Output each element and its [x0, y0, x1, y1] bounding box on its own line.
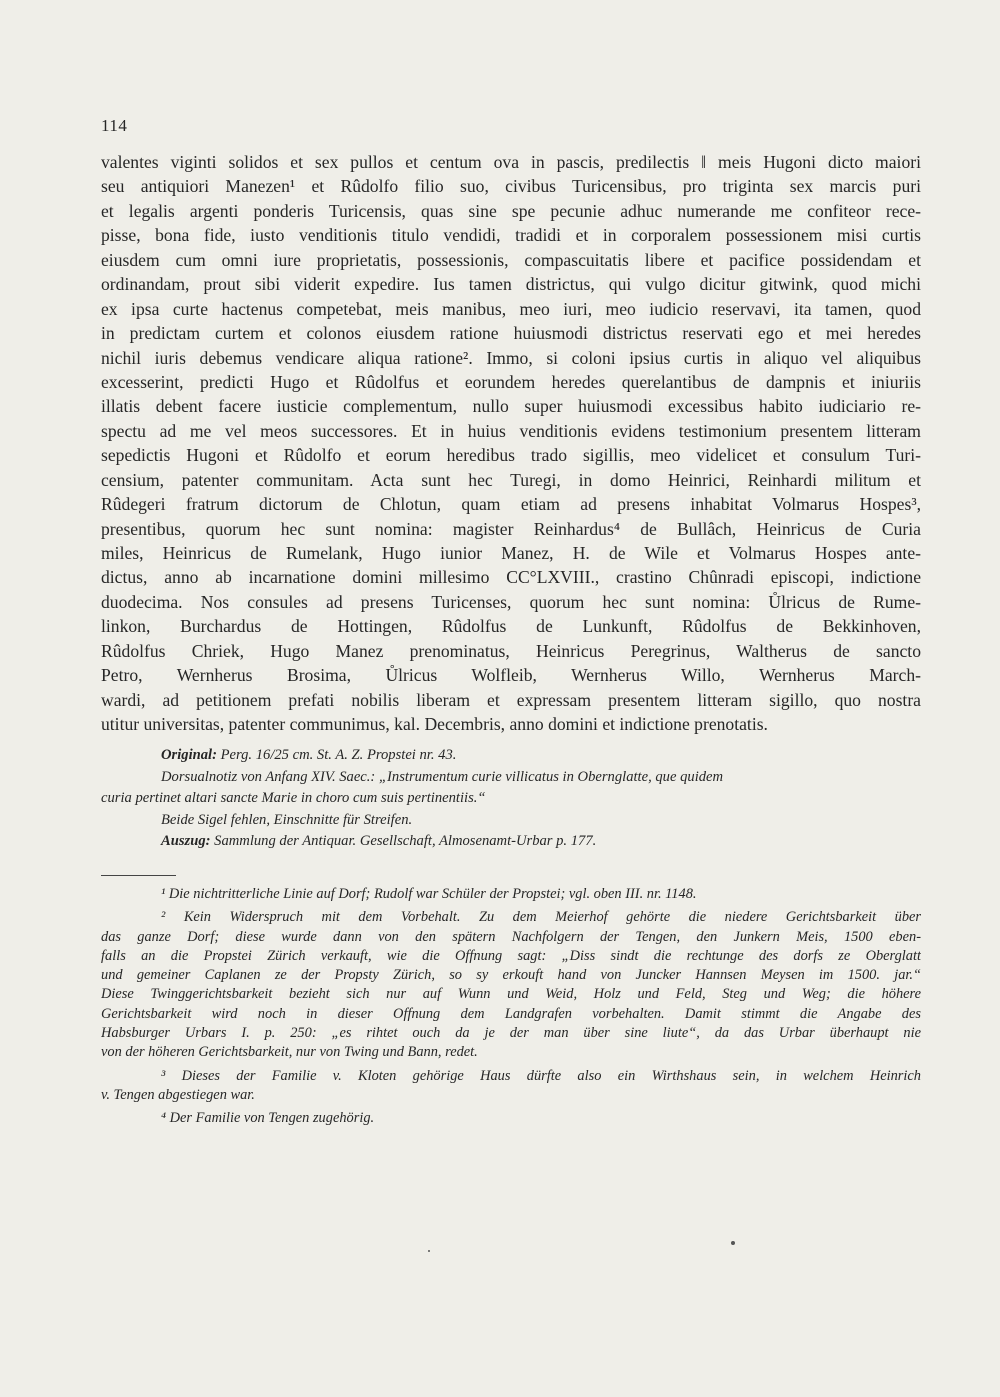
- text-line: et legalis argenti ponderis Turicensis, quas sine spe pecunie adhuc numerande me confiteor rece-: [101, 200, 921, 221]
- text-line: valentes viginti solidos et sex pullos et centum ova in pascis, predilectis ‖ meis Hugoni dicto maiori: [101, 152, 921, 172]
- extract-note: [101, 831, 921, 853]
- dorsual-note-line-1: Dorsualnotiz von Anfang XIV. Saec.: „Instrumentum curie villicatus in Obernglatte, que quidem: [161, 768, 724, 785]
- footnote-line: ¹ Die nichtritterliche Linie auf Dorf; Rudolf war Schüler der Propstei; vgl. oben III. nr. 1148.: [161, 886, 697, 902]
- text-line: ex ipsa curte hactenus competebat, meis manibus, meo iuri, meo iudicio reservavi, ita tamen, quod: [101, 298, 921, 319]
- text-line: seu antiquiori Manezen¹ et Rûdolfo filio suo, civibus Turicensibus, pro triginta sex marcis puri: [101, 176, 921, 197]
- text-line: linkon, Burchardus de Hottingen, Rûdolfus de Lunkunft, Rûdolfus de Bekkinhoven,: [101, 616, 921, 637]
- text-line: in predictam curtem et colonos eiusdem ratione huiusmodi districtus reservati ego et mei heredes: [101, 323, 921, 344]
- footnote-line: falls an die Propstei Zürich verkauft, wie die Offnung sagt: „Diss sindt die rechtunge des dorfs ze Oberglatt: [101, 947, 921, 964]
- footnote-divider: [101, 875, 176, 876]
- footnote-line: ⁴ Der Familie von Tengen zugehörig.: [161, 1110, 375, 1127]
- page-number: 114: [101, 116, 128, 135]
- text-line: Petro, Wernherus Brosima, Ůlricus Wolfleib, Wernherus Willo, Wernherus March-: [101, 665, 921, 686]
- text-line: sepedictis Hugoni et Rûdolfo et eorum heredibus trado sigillis, meo videlicet et consulum Turi-: [101, 445, 921, 466]
- footnote-line: v. Tengen abgestiegen war.: [101, 1086, 255, 1103]
- text-line: utitur universitas, patenter communimus, kal. Decembris, anno domini et indictione prenotatis.: [101, 714, 768, 735]
- text-line: Rûdolfus Chriek, Hugo Manez prenominatus, Heinricus Peregrinus, Waltherus de sancto: [101, 640, 921, 661]
- footnote-line: das ganze Dorf; diese wurde dann von den spätern Nachfolgern der Tengen, den Junkern Meis, 1500 eben-: [101, 928, 921, 945]
- text-line: ordinandam, prout sibi viderit expedire. Ius tamen districtus, qui vulgo dicitur gitwink, quod michi: [101, 274, 921, 295]
- text-line: duodecima. Nos consules ad presens Turicenses, quorum hec sunt nomina: Ůlricus de Rume-: [101, 591, 921, 612]
- extract-label: Auszug:: [161, 833, 211, 849]
- footnote-line: ³ Dieses der Familie v. Kloten gehörige Haus dürfte also ein Wirthshaus sein, in welchem Heinrich: [161, 1067, 921, 1084]
- text-line: dictus, anno ab incarnatione domini millesimo CC°LXVIII., crastino Chûnradi episcopi, indictione: [101, 567, 921, 588]
- archival-notes: [101, 745, 921, 853]
- original-note: [101, 745, 921, 767]
- text-line: wardi, ad petitionem prefati nobilis liberam et expressam presentem litteram sigillo, quo nostra: [101, 689, 921, 710]
- footnote-line: Gerichtsbarkeit wird noch in dieser Offnung dem Landgrafen vorbehalten. Damit stimmt die Angabe des: [101, 1005, 921, 1022]
- text-line: pisse, bona fide, iusto venditionis titulo vendidi, tradidi et in corporalem possessionem misi curtis: [101, 225, 921, 246]
- text-line: illatis debent facere iusticie complementum, nullo super huiusmodi excessibus habito iudiciario re-: [101, 396, 921, 417]
- footnote-line: ² Kein Widerspruch mit dem Vorbehalt. Zu dem Meierhof gehörte die niedere Gerichtsbarkeit über: [161, 909, 921, 926]
- footnote-line: von der höheren Gerichtsbarkeit, nur von Twing und Bann, redet.: [101, 1044, 478, 1061]
- text-line: spectu ad me vel meos successores. Et in huius venditionis evidens testimonium presentem litteram: [101, 420, 921, 441]
- footnote-line: und gemeiner Caplanen ze der Propsty Zürich, so sy erkouft hand von Juncker Hannsen Meysen im 1500. jar.“: [101, 967, 921, 984]
- text-line: Rûdegeri fratrum dictorum de Chlotun, quam etiam ad presens inhabitat Volmarus Hospes³,: [101, 494, 921, 515]
- speck-mark: [731, 1241, 735, 1245]
- text-line: eiusdem cum omni iure proprietatis, possessionis, compascuitatis libere et pacifice possidendam et: [101, 249, 921, 270]
- footnotes: [101, 885, 921, 1129]
- seal-note: Beide Sigel fehlen, Einschnitte für Streifen.: [161, 811, 413, 828]
- text-line: miles, Heinricus de Rumelank, Hugo iunior Manez, H. de Wile et Volmarus Hospes ante-: [101, 543, 921, 563]
- footnote-line: Habsburger Urbars I. p. 250: „es rihtet ouch da je der man über sine liute“, da das Urbar überhaupt nie: [101, 1025, 921, 1042]
- original-label: Original:: [161, 747, 217, 763]
- footnote-line: Diese Twinggerichtsbarkeit bezieht sich nur auf Wunn und Weid, Holz und Feld, Steg und Weg; die höhere: [101, 986, 921, 1003]
- text-line: nichil iuris debemus vendicare aliqua ratione². Immo, si coloni ipsius curtis in aliquo vel aliquibus: [101, 347, 921, 368]
- text-line: presentibus, quorum hec sunt nomina: magister Reinhardus⁴ de Bullâch, Heinricus de Curia: [101, 518, 921, 539]
- speck-mark: [428, 1250, 430, 1252]
- dorsual-note-line-2: curia pertinet altari sancte Marie in choro cum suis pertinentiis.“: [101, 790, 486, 806]
- charter-text: [101, 150, 921, 737]
- original-text: Perg. 16/25 cm. St. A. Z. Propstei nr. 43.: [220, 747, 457, 763]
- text-line: excesserint, predicti Hugo et Rûdolfus et eorundem heredes querelantibus de dampnis et iniuriis: [101, 371, 921, 392]
- text-line: censium, patenter communitam. Acta sunt hec Turegi, in domo Heinrici, Reinhardi militum et: [101, 469, 921, 490]
- extract-text: Sammlung der Antiquar. Gesellschaft, Almosenamt-Urbar p. 177.: [214, 833, 597, 849]
